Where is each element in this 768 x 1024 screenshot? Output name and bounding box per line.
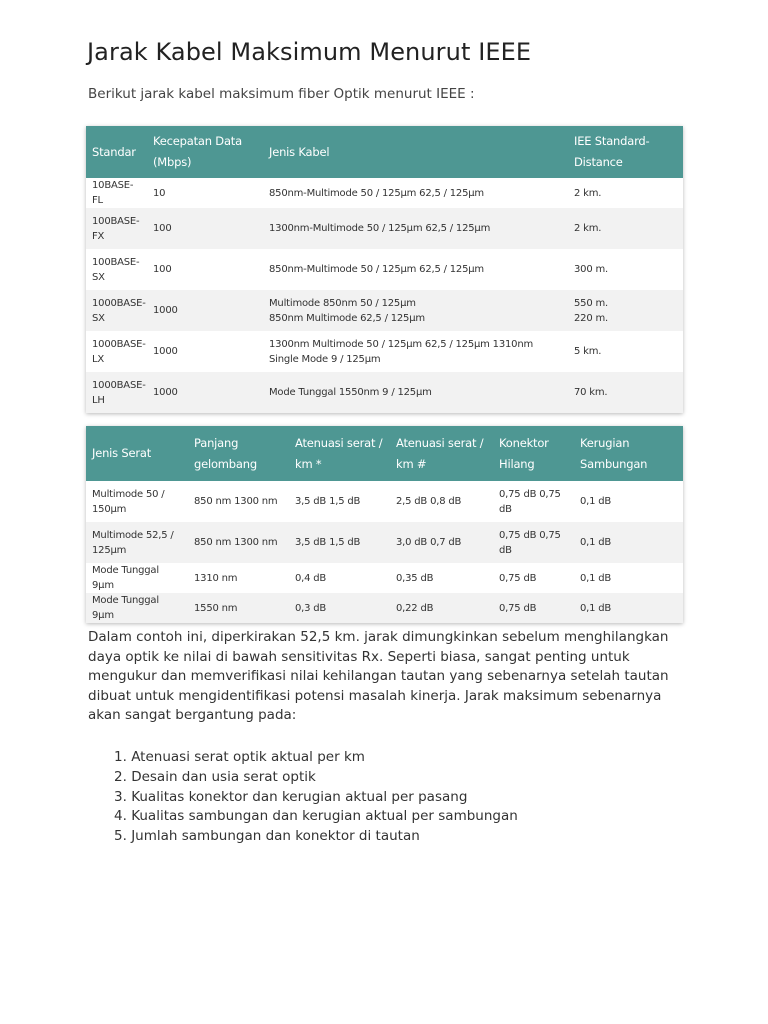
page-title: Jarak Kabel Maksimum Menurut IEEE: [87, 38, 532, 66]
header-standar: Standar: [92, 144, 136, 159]
table-cell: 850nm-Multimode 50 / 125µm 62,5 / 125µm: [269, 187, 484, 199]
list-item: Atenuasi serat optik aktual per km: [131, 749, 365, 765]
table-header-row: [86, 426, 683, 481]
table-row: [86, 522, 683, 563]
list-item: Desain dan usia serat optik: [131, 768, 316, 785]
table-cell: Multimode 850nm 50 / 125µm 850nm Multimode 62,5 / 125µm: [269, 297, 425, 324]
table-cell: 850 nm 1300 nm: [194, 537, 278, 548]
factor-list: [88, 748, 518, 847]
table-cell: 850nm-Multimode 50 / 125µm 62,5 / 125µm: [269, 264, 484, 275]
table-cell: 10: [153, 187, 166, 199]
table-row: [86, 249, 683, 290]
header-panjang-gelombang: Panjang gelombang: [194, 435, 257, 471]
table-cell: 1000: [153, 305, 178, 316]
table-row: [86, 208, 683, 249]
table-cell: 0,3 dB: [295, 602, 327, 614]
table-cell: 1000: [153, 346, 178, 357]
table-cell: 0,4 dB: [295, 572, 327, 584]
header-kerugian-sambungan: Kerugian Sambungan: [580, 435, 648, 471]
table-cell: 0,75 dB 0,75 dB: [499, 529, 561, 556]
header-jenis-kabel: Jenis Kabel: [269, 144, 330, 159]
table-cell: 0,22 dB: [396, 602, 434, 614]
table-row: [86, 372, 683, 413]
fiber-attenuation-table: [86, 426, 683, 623]
table-cell: 1000BASE-LH: [92, 379, 146, 406]
table-cell: 70 km.: [574, 387, 608, 398]
table-cell: 300 m.: [574, 264, 608, 275]
table-cell: Multimode 52,5 / 125µm: [92, 529, 174, 556]
table-cell: 3,0 dB 0,7 dB: [396, 537, 462, 548]
table-cell: 5 km.: [574, 346, 602, 357]
table-cell: 550 m. 220 m.: [574, 297, 608, 324]
table-cell: 0,75 dB: [499, 572, 537, 584]
table-cell: 2 km.: [574, 223, 602, 234]
table-cell: Mode Tunggal 9µm: [92, 595, 159, 621]
ieee-distance-table: [86, 126, 683, 413]
table-row: [86, 178, 683, 208]
table-cell: 1000BASE-LX: [92, 338, 146, 365]
table-cell: 1300nm Multimode 50 / 125µm 62,5 / 125µm 1310nm Single Mode 9 / 125µm: [269, 338, 533, 365]
table-cell: 10BASE-FL: [92, 180, 134, 206]
header-jenis-serat: Jenis Serat: [92, 446, 152, 460]
header-distance: IEE Standard-Distance: [574, 134, 650, 169]
table-cell: Mode Tunggal 1550nm 9 / 125µm: [269, 387, 432, 398]
table-cell: 2,5 dB 0,8 dB: [396, 496, 462, 507]
table-cell: 1310 nm: [194, 572, 238, 584]
table-cell: 3,5 dB 1,5 dB: [295, 496, 361, 507]
table-row: [86, 331, 683, 372]
table-cell: 100BASE-FX: [92, 215, 140, 242]
table-cell: 0,75 dB 0,75 dB: [499, 488, 561, 515]
table-cell: 0,75 dB: [499, 602, 537, 614]
list-item: Kualitas konektor dan kerugian aktual per pasang: [131, 788, 468, 805]
table-row: [86, 563, 683, 593]
header-kecepatan-data: Kecepatan Data (Mbps): [153, 134, 242, 169]
header-konektor-hilang: Konektor Hilang: [499, 435, 549, 471]
table-cell: 3,5 dB 1,5 dB: [295, 537, 361, 548]
table-cell: 0,1 dB: [580, 537, 612, 548]
table-cell: 1300nm-Multimode 50 / 125µm 62,5 / 125µm: [269, 223, 491, 234]
table-cell: 0,1 dB: [580, 496, 612, 507]
table-cell: 100BASE-SX: [92, 256, 140, 283]
table-row: [86, 481, 683, 522]
table-header-row: [86, 126, 683, 178]
table-row: [86, 593, 683, 623]
list-item: Jumlah sambungan dan konektor di tautan: [131, 828, 420, 845]
table-cell: 850 nm 1300 nm: [194, 496, 278, 507]
table-cell: 100: [153, 223, 172, 234]
list-item: Kualitas sambungan dan kerugian aktual per sambungan: [131, 808, 518, 825]
table-cell: 2 km.: [574, 187, 602, 199]
body-paragraph: Dalam contoh ini, diperkirakan 52,5 km. jarak dimungkinkan sebelum menghilangkan daya optik ke nilai di bawah sensitivitas Rx. Seperti biasa, sangat penting untuk mengukur dan memverifikasi nilai kehilangan tautan yang sebenarnya setelah tautan dibuat untuk mengidentifikasi potensi masalah kinerja. Jarak maksimum sebenarnya akan sangat bergantung pada:: [88, 629, 669, 724]
header-atenuasi-hash: Atenuasi serat / km #: [396, 435, 484, 471]
table-cell: 0,35 dB: [396, 572, 434, 584]
table-cell: 0,1 dB: [580, 602, 612, 614]
table-cell: 100: [153, 264, 172, 275]
table-cell: 1550 nm: [194, 602, 238, 614]
table-cell: 0,1 dB: [580, 572, 612, 584]
table-cell: 1000BASE-SX: [92, 297, 146, 324]
table-cell: 1000: [153, 387, 178, 398]
header-atenuasi-star: Atenuasi serat / km *: [295, 435, 383, 471]
intro-text: Berikut jarak kabel maksimum fiber Optik menurut IEEE :: [88, 86, 475, 102]
table-cell: Multimode 50 / 150µm: [92, 488, 165, 515]
table-cell: Mode Tunggal 9µm: [92, 565, 159, 591]
table-row: [86, 290, 683, 331]
